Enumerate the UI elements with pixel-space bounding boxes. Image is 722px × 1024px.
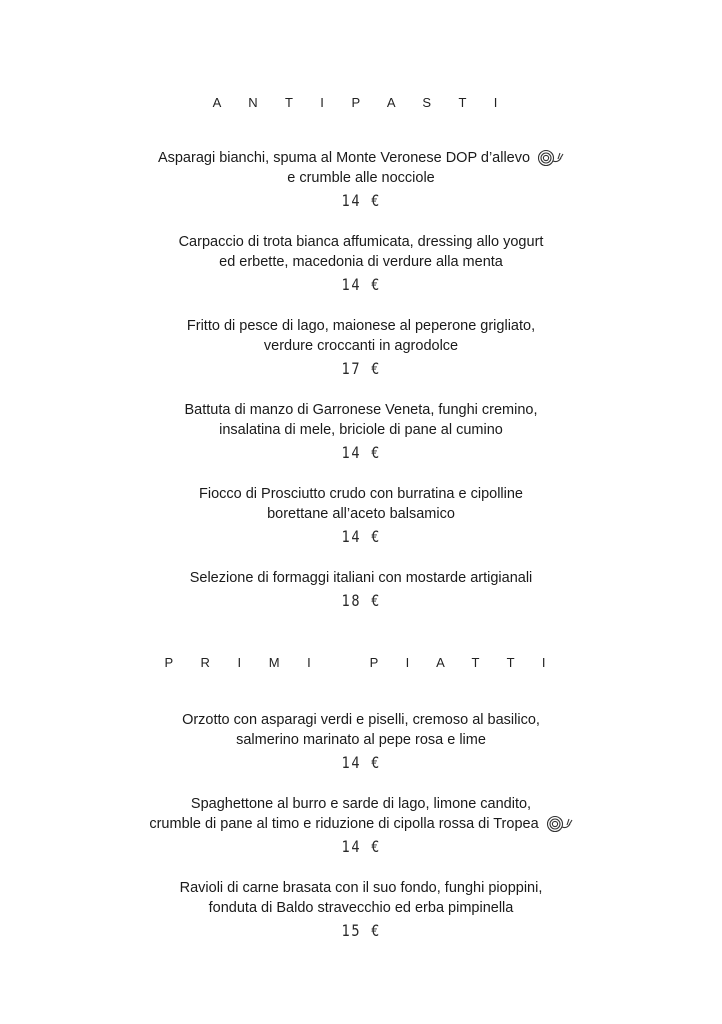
section-title-primi-piatti: P R I M I P I A T T I [164,655,558,670]
dish-price: 14 € [341,275,381,294]
section-title-antipasti: A N T I P A S T I [212,95,510,110]
snail-icon [536,149,564,167]
dish-description: Selezione di formaggi italiani con mostarde artigianali [189,570,533,586]
dish-description: salmerino marinato al pepe rosa e lime [236,732,486,748]
dish-description: crumble di pane al timo e riduzione di cipolla rossa di Tropea [149,816,539,832]
dish-description: Spaghettone al burro e sarde di lago, limone candito, [190,796,532,812]
menu-item [0,878,722,943]
menu-item [0,710,722,775]
dish-price: 15 € [341,921,381,940]
menu-item [0,316,722,381]
dish-description: ed erbette, macedonia di verdure alla menta [219,254,503,270]
dish-description: Asparagi bianchi, spuma al Monte Veronese DOP d’allevo [157,150,531,166]
dish-price: 14 € [341,443,381,462]
menu-item [0,484,722,549]
dish-description: verdure croccanti in agrodolce [263,338,459,354]
dish-description: Orzotto con asparagi verdi e piselli, cremoso al basilico, [182,712,540,728]
dish-description: e crumble alle nocciole [287,170,435,186]
dish-description: fonduta di Baldo stravecchio ed erba pimpinella [208,900,514,916]
dish-price: 14 € [341,837,381,856]
dish-price: 18 € [341,591,381,610]
menu-item [0,232,722,297]
dish-description: Fritto di pesce di lago, maionese al peperone grigliato, [186,318,536,334]
dish-description: borettane all’aceto balsamico [267,506,455,522]
dish-description: insalatina di mele, briciole di pane al cumino [219,422,503,438]
dish-description: Fiocco di Prosciutto crudo con burratina e cipolline [199,486,523,502]
menu-item [0,148,722,213]
menu-item [0,568,722,613]
dish-description: Carpaccio di trota bianca affumicata, dressing allo yogurt [178,234,544,250]
dish-price: 14 € [341,753,381,772]
dish-price: 14 € [341,527,381,546]
dish-price: 14 € [341,191,381,210]
menu-item [0,400,722,465]
dish-price: 17 € [341,359,381,378]
dish-description: Ravioli di carne brasata con il suo fondo, funghi pioppini, [179,880,543,896]
menu-item [0,794,722,859]
dish-description: Battuta di manzo di Garronese Veneta, funghi cremino, [184,402,538,418]
snail-icon [545,815,573,833]
